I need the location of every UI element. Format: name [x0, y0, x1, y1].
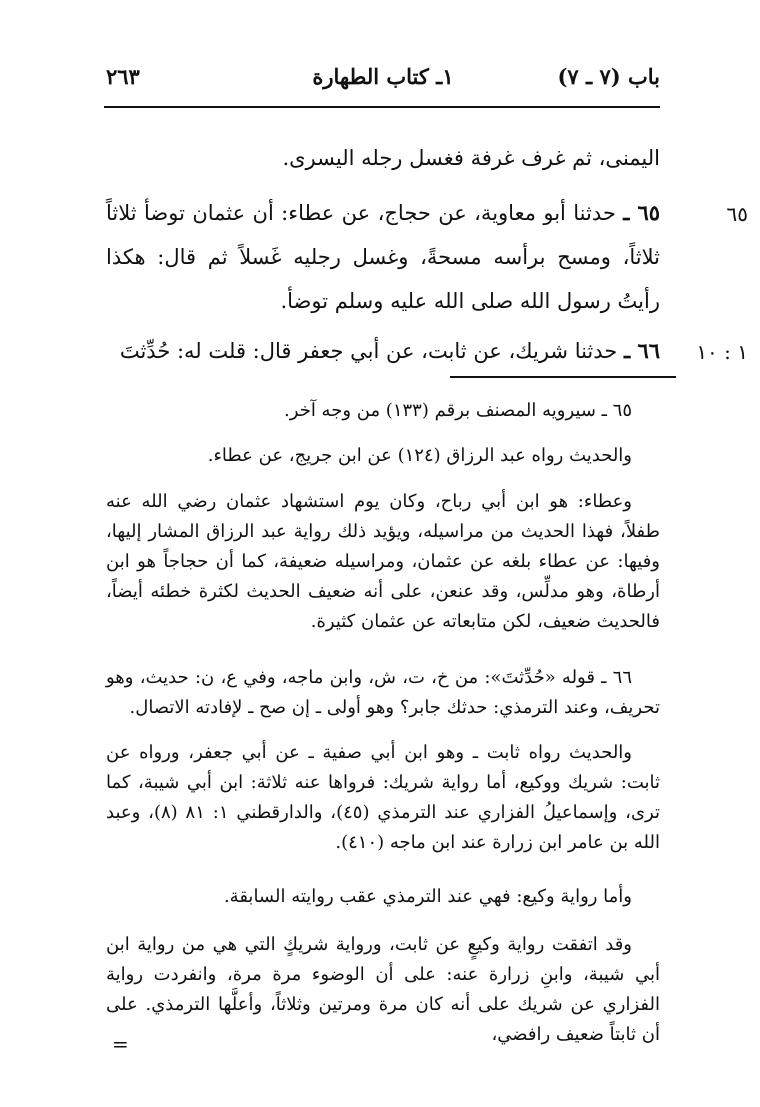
hadith-65-text: حدثنا أبو معاوية، عن حجاج، عن عطاء: أن عثمان توضأ ثلاثاً ثلاثاً، ومسح برأسه مسحةً، وغسل رجليه غَسلاً ثم قال: هكذا رأيتُ رسول الله صلى الله عليه وسلم توضأ.: [106, 201, 660, 313]
footnote-paragraph: وأما رواية وكيع: فهي عند الترمذي عقب روايته السابقة.: [223, 886, 632, 907]
hadith-66-text: حدثنا شريك، عن ثابت، عن أبي جعفر قال: قلت له: حُدِّثتَ: [119, 339, 618, 363]
footnote-paragraph: ٦٥ ـ سيرويه المصنف برقم (١٣٣) من وجه آخر.: [284, 400, 632, 421]
hadith-65-number: ٦٥ ـ: [623, 200, 660, 225]
hadith-66-number: ٦٦ ـ: [623, 338, 660, 363]
footnote-66-agreement: [106, 930, 660, 1050]
footnote-66-wording: [106, 663, 660, 723]
hadith-65: [106, 191, 660, 323]
book-title: ١ـ كتاب الطهارة: [312, 64, 454, 89]
page-header: [106, 64, 660, 100]
continuation-mark: =: [112, 1032, 129, 1056]
margin-reference-66: ١ : ١٠: [696, 340, 748, 364]
footnote-66-waki: [106, 882, 660, 912]
continuation-line: [106, 136, 660, 180]
footnote-65-source: [106, 396, 660, 426]
footnote-rule: [450, 376, 676, 378]
page-number: ٢٦٣: [106, 64, 140, 89]
margin-number-65: ٦٥: [726, 202, 748, 226]
hadith-66: [106, 329, 660, 373]
footnote-paragraph: وعطاء: هو ابن أبي رباح، وكان يوم استشهاد عثمان رضي الله عنه طفلاً، فهذا الحديث من مراسيله، ويؤيد ذلك رواية عبد الرزاق المشار إليها، وفيها: عن عطاء بلغه عن عثمان، ومراسيله ضعيفة، كما أن حجاجاً هو ابن أرطاة، وهو مدلِّس، وقد عنعن، على أنه ضعيف الحديث لكثرة خطئه أيضاً، فالحديث ضعيف، لكن متابعاته عن عثمان كثيرة.: [106, 491, 660, 632]
footnote-paragraph: والحديث رواه عبد الرزاق (١٢٤) عن ابن جريج، عن عطاء.: [207, 445, 632, 466]
footnote-65-abdurrazzaq: [106, 441, 660, 471]
header-rule: [104, 106, 660, 108]
footnote-paragraph: وقد اتفقت رواية وكيعٍ عن ثابت، ورواية شريكٍ التي هي من رواية ابن أبي شيبة، وابنِ زرارة عنه: على أن الوضوء مرة مرة، وانفردت رواية الفزاري عن شريك على أنه كان مرة ومرتين وثلاثاً، وأعلَّها الترمذي. على أن ثابتاً ضعيف رافضي،: [106, 934, 660, 1045]
chapter-heading: باب (٧ ـ ٧): [557, 64, 660, 89]
footnote-66-thabit: [106, 738, 660, 858]
footnote-paragraph: ٦٦ ـ قوله «حُدِّثتَ»: من خ، ت، ش، وابن ماجه، وفي ع، ن: حديث، وهو تحريف، وعند الترمذي: حدثك جابر؟ وهو أولى ـ إن صح ـ لإفادته الاتصال.: [106, 667, 660, 718]
footnote-paragraph: والحديث رواه ثابت ـ وهو ابن أبي صفية ـ عن أبي جعفر، ورواه عن ثابت: شريك ووكيع، أما رواية شريك: فرواها عنه ثلاثة: ابن أبي شيبة، كما ترى، وإسماعيلُ الفزاري عند الترمذي (٤٥)، والدارقطني ١: ٨١ (٨)، وعبد الله بن عامر ابن زرارة عند ابن ماجه (٤١٠).: [106, 742, 660, 853]
continuation-text: اليمنى، ثم غرف غرفة فغسل رجله اليسرى.: [282, 146, 660, 170]
footnote-65-ata: [106, 487, 660, 637]
